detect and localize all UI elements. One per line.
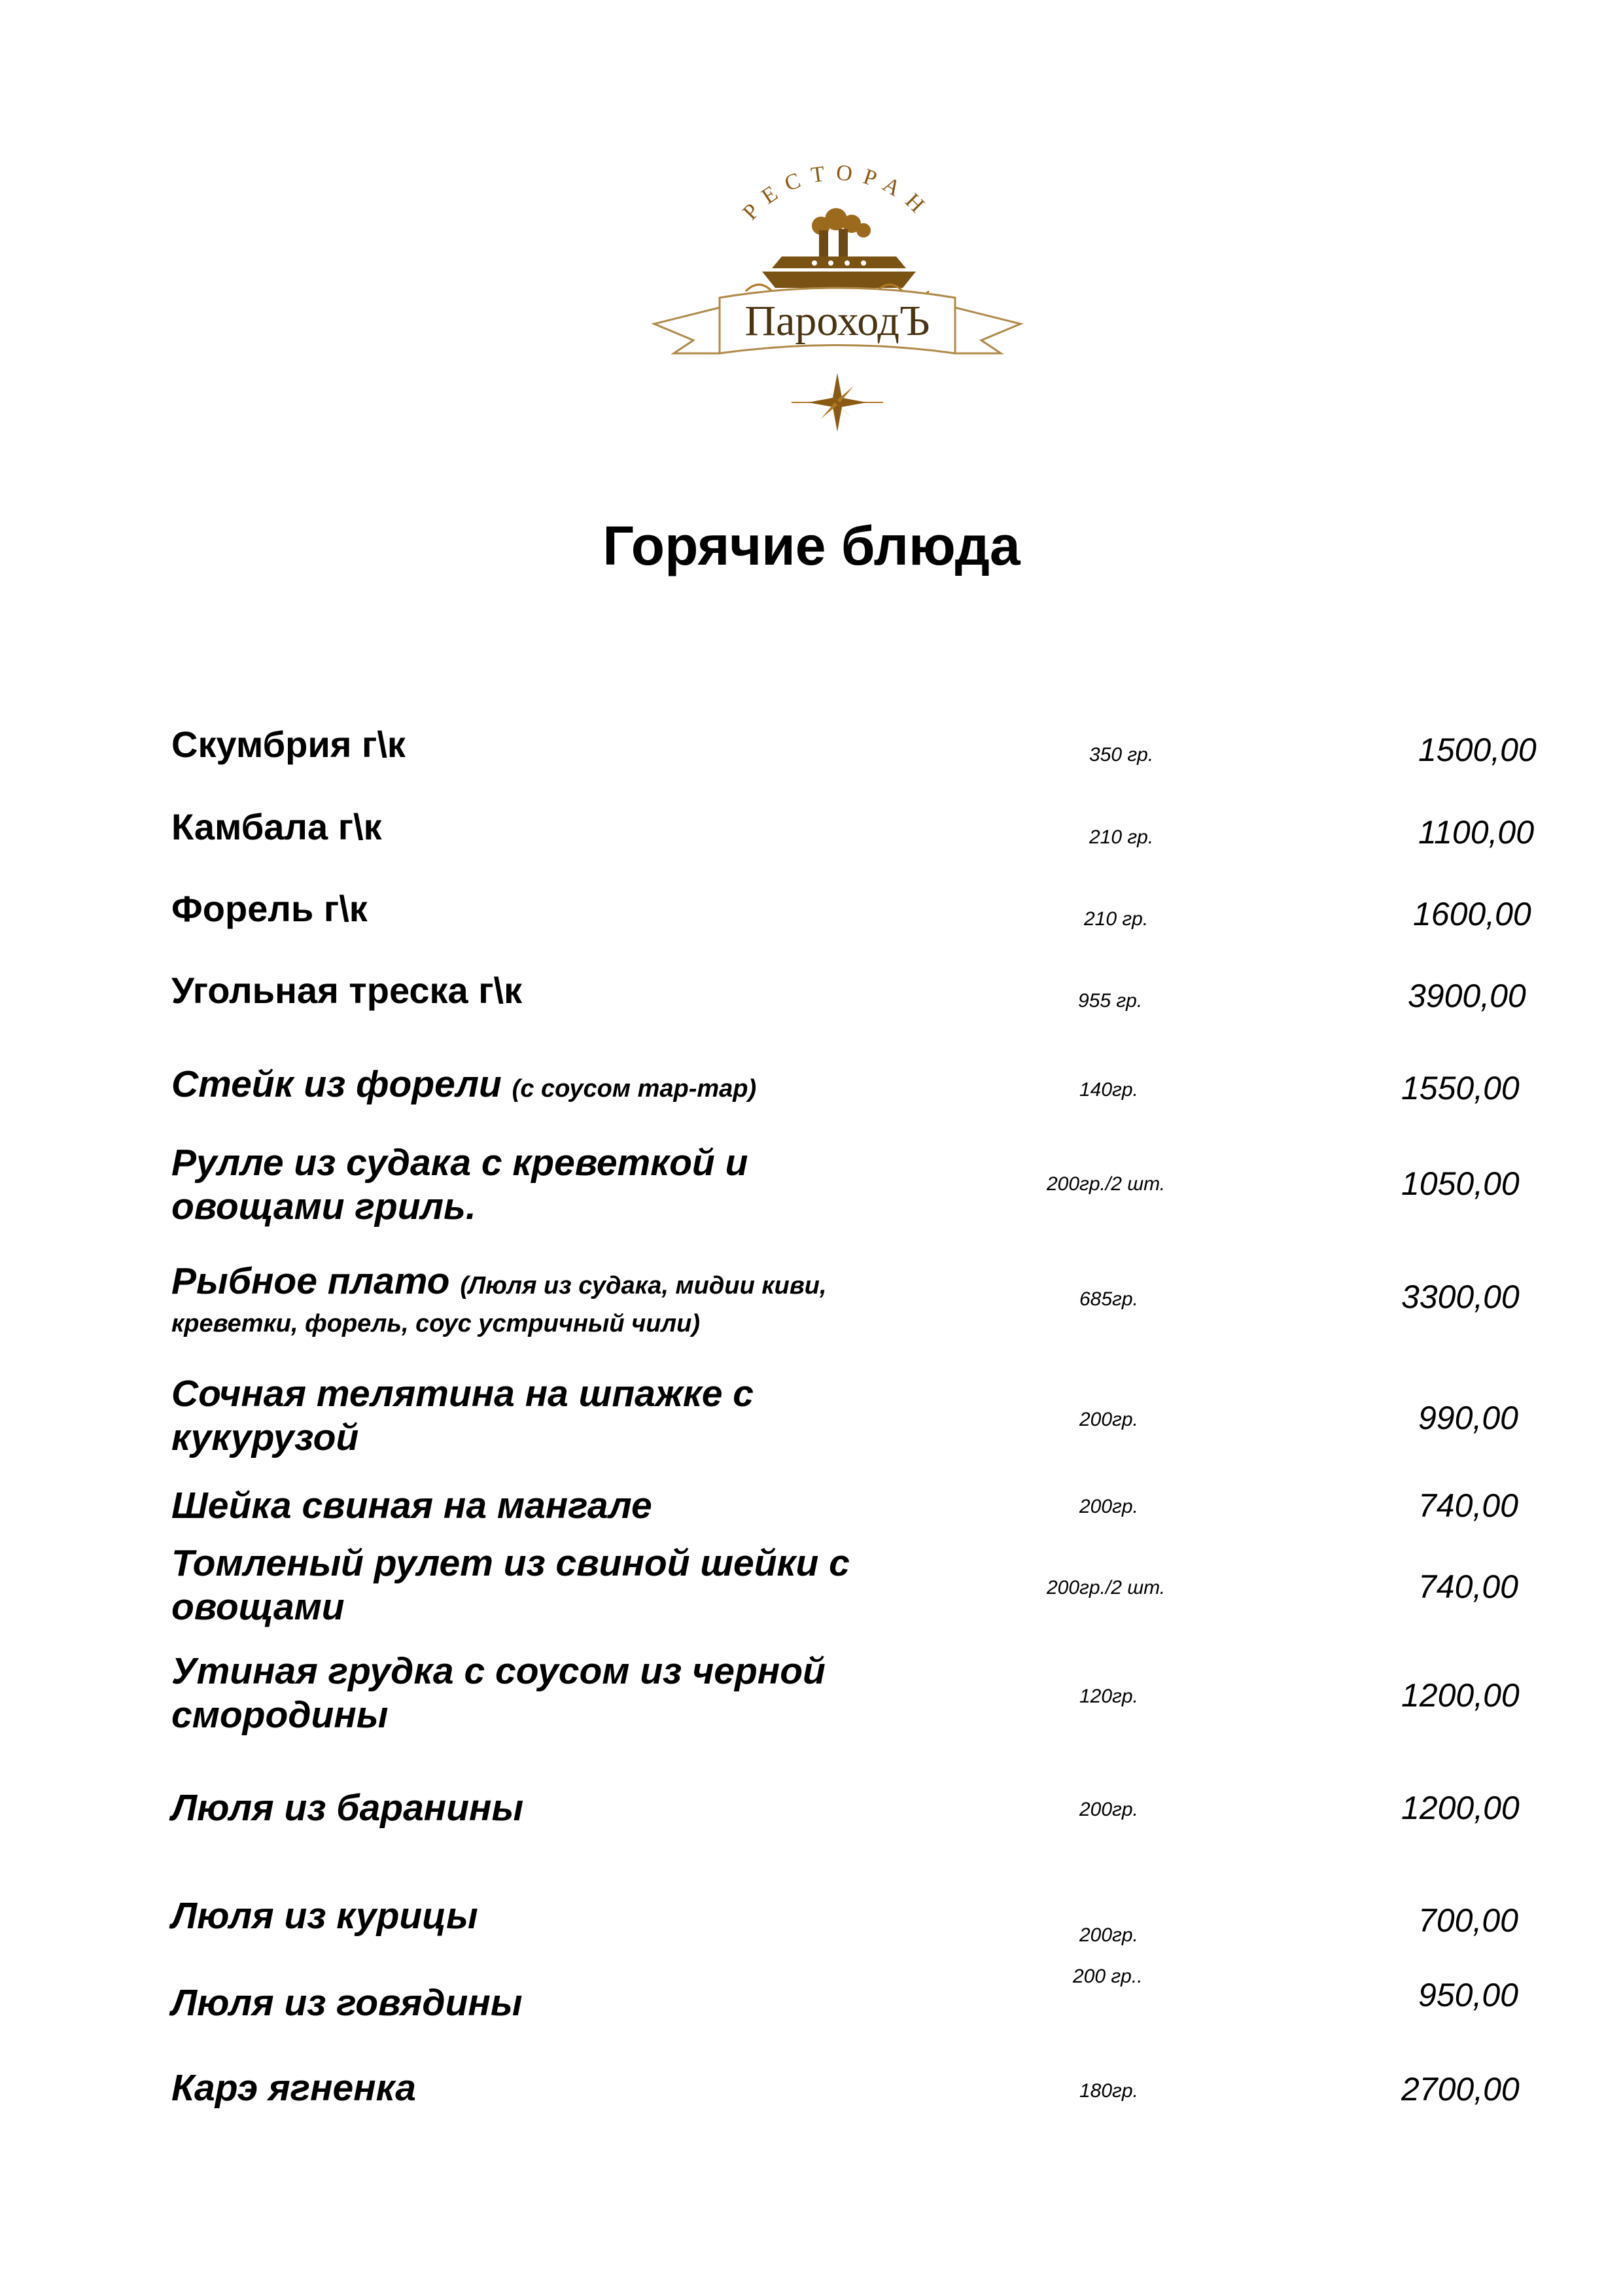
dish-weight: 200гр. [1079,1496,1138,1517]
dish-price: 700,00 [1418,1902,1518,1939]
dish-price: 740,00 [1418,1487,1518,1524]
compass-star-icon [792,373,883,432]
dish-price: 950,00 [1418,1977,1518,2013]
dish-weight: 200гр. [1079,1409,1138,1430]
dish-name: Форель г\к [171,888,368,929]
dish-weight: 140гр. [1079,1079,1138,1101]
dish-weight: 200гр./2 шт. [1047,1173,1166,1195]
dish-weight: 120гр. [1079,1686,1138,1707]
restaurant-logo [648,157,1027,445]
dish-name: Люля из говядины [171,1982,523,2024]
dish-price: 990,00 [1418,1400,1518,1436]
dish-name: Рыбное плато (Люля из судака, мидии киви, креветки, форель, соус устричный чили) [171,1260,827,1339]
dish-price: 1100,00 [1418,814,1535,851]
dish-name: Шейка свиная на мангале [171,1485,652,1527]
dish-weight: 200гр./2 шт. [1047,1577,1166,1598]
dish-name: Скумбрия г\к [171,724,406,765]
dish-price: 1200,00 [1401,1790,1520,1826]
dish-weight: 685гр. [1079,1288,1138,1310]
dish-price: 1600,00 [1413,896,1531,932]
dish-price: 2700,00 [1401,2071,1520,2108]
dish-weight: 210 гр. [1084,908,1149,930]
dish-name: Люля из курицы [171,1895,478,1937]
logo-brand-text: ПароходЪ [744,297,930,345]
dish-name: Рулле из судака с креветкой и овощами гриль. [171,1142,748,1227]
dish-weight: 350 гр. [1089,744,1154,766]
dish-name: Сочная телятина на шпажке с кукурузой [171,1373,754,1458]
dish-weight: 200гр. [1079,1799,1138,1820]
dish-price: 1500,00 [1418,732,1537,768]
dish-name: Томленый рулет из свиной шейки с овощами [171,1542,850,1628]
dish-price: 1050,00 [1401,1165,1520,1202]
dish-name: Камбала г\к [171,806,382,847]
dish-name: Угольная треска г\к [171,970,523,1011]
dish-price: 1550,00 [1401,1070,1520,1106]
dish-price: 740,00 [1418,1568,1518,1605]
dish-price: 3300,00 [1401,1279,1520,1315]
dish-weight: 210 гр. [1089,826,1154,848]
dish-price: 1200,00 [1401,1677,1520,1714]
page-title: Горячие блюда [602,515,1021,576]
dish-name: Утиная грудка с соусом из черной смородины [171,1650,826,1736]
dish-name: Карэ ягненка [171,2067,416,2109]
dish-name: Люля из баранины [171,1787,524,1829]
dish-price: 3900,00 [1408,978,1526,1014]
steamship-logo-icon [648,157,1027,445]
dish-name: Стейк из форели (с соусом тар-тар) [171,1063,757,1105]
dish-weight: 200гр. [1079,1924,1138,1946]
dish-note: (Люля из судака, мидии киви, [460,1272,827,1299]
dish-note-continued: креветки, форель, соус устричный чили) [171,1310,700,1337]
dish-note: (с соусом тар-тар) [512,1075,757,1103]
dish-weight: 180гр. [1079,2080,1138,2102]
logo-top-text: РЕСТОРАН [738,160,937,225]
dish-weight: 200 гр.. [1073,1966,1143,1987]
dish-weight: 955 гр. [1078,990,1143,1012]
